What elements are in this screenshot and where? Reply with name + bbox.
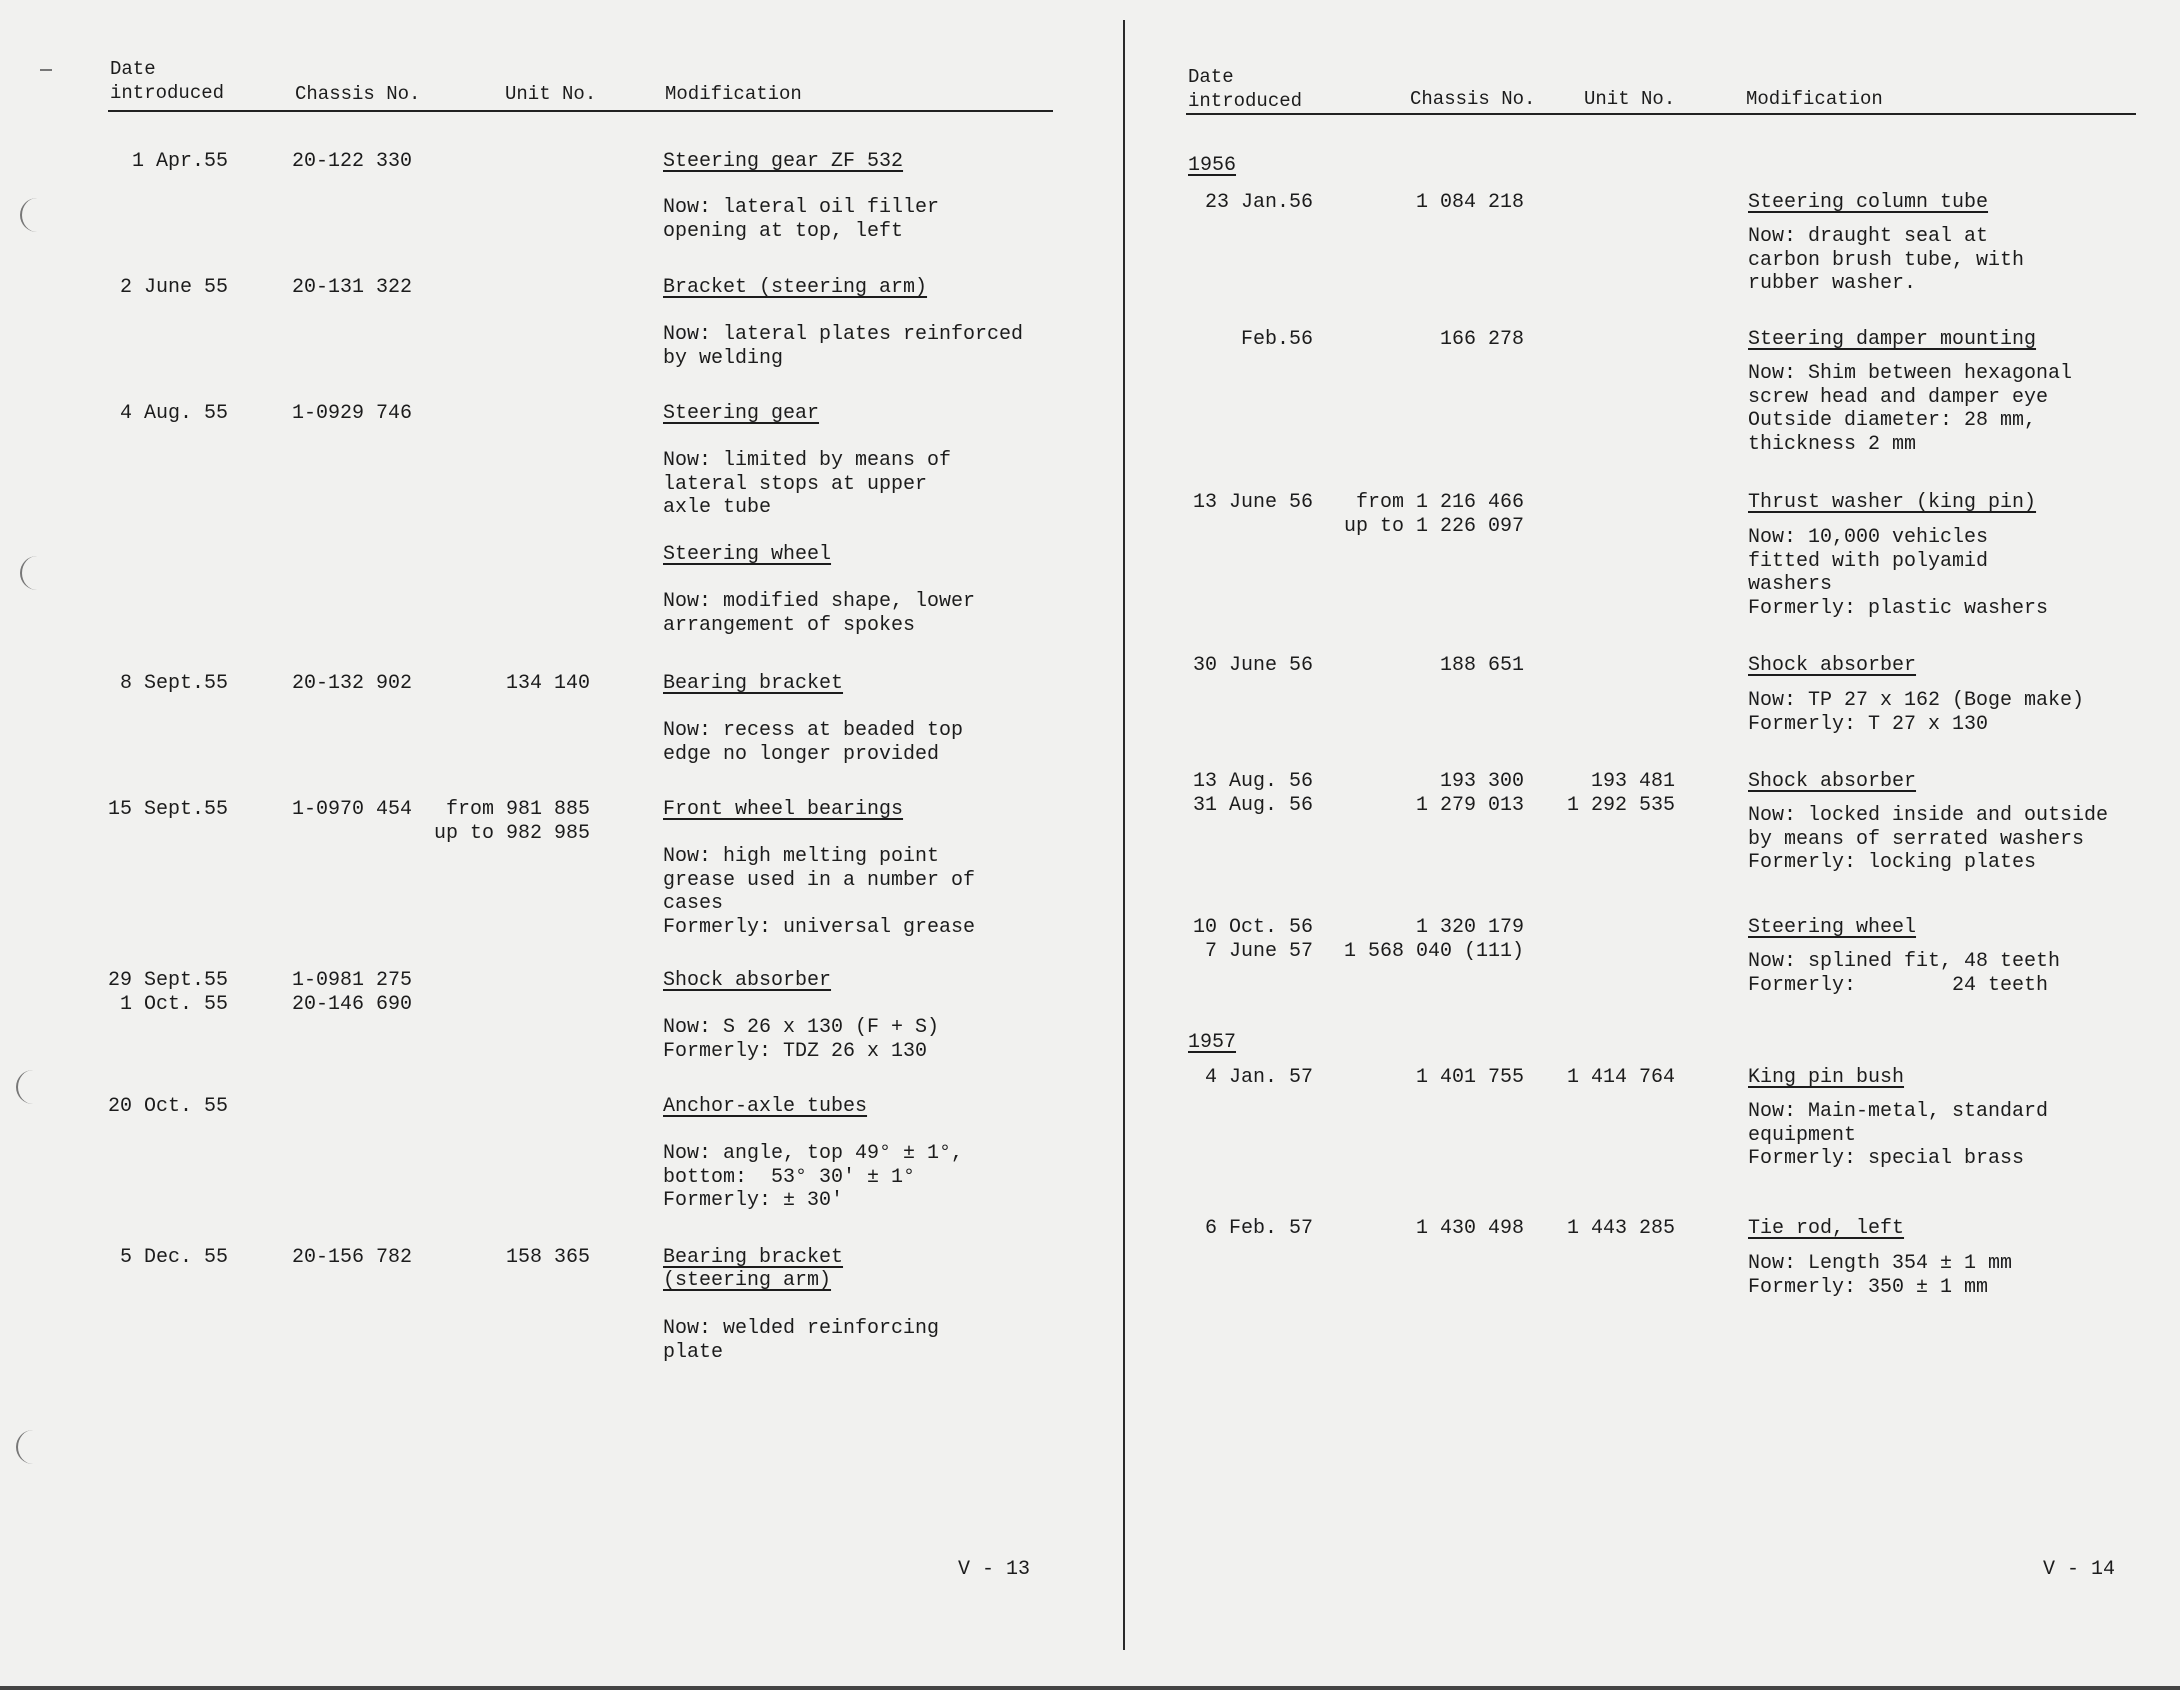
unit-number: 1 443 285	[1566, 1217, 1675, 1240]
date-introduced: 30 June 56	[1192, 654, 1313, 677]
unit-number: 193 481 1 292 535	[1566, 770, 1675, 817]
date-introduced: 4 Aug. 55	[119, 402, 228, 425]
modification-title: Bracket (steering arm)	[663, 276, 928, 299]
modification-title: Thrust washer (king pin)	[1748, 491, 2037, 514]
modification-description: Now: Shim between hexagonal screw head and damper eye Outside diameter: 28 mm, thickness 2 mm	[1748, 362, 2073, 456]
header-chassis: Chassis No.	[295, 83, 421, 105]
modification-title: Steering gear ZF 532	[663, 150, 904, 173]
chassis-number: 193 300 1 279 013	[1415, 770, 1524, 817]
modification-title: Tie rod, left	[1748, 1217, 1905, 1240]
modification-description: Now: lateral plates reinforced by welding	[663, 323, 1024, 370]
modification-title: Steering gear	[663, 402, 820, 425]
chassis-number: 1-0929 746	[292, 402, 413, 425]
chassis-number: 1 430 498	[1415, 1217, 1524, 1240]
header-unit: Unit No.	[505, 83, 597, 105]
header-date: Date introduced	[1188, 66, 1303, 112]
modification-description: Now: draught seal at carbon brush tube, with rubber washer.	[1748, 225, 2025, 295]
date-introduced: 20 Oct. 55	[107, 1095, 228, 1118]
modification-title: Bearing bracket	[663, 672, 844, 695]
year-heading: 1956	[1188, 154, 1237, 177]
date-introduced: 1 Apr.55	[131, 150, 228, 173]
header-modification: Modification	[665, 83, 802, 105]
date-introduced: 15 Sept.55	[107, 798, 228, 821]
modification-title: Bearing bracket (steering arm)	[663, 1246, 844, 1292]
modification-description: Now: locked inside and outside by means of serrated washers Formerly: locking plates	[1748, 804, 2109, 874]
modification-description: Now: welded reinforcing plate	[663, 1317, 940, 1364]
modification-description: Now: TP 27 x 162 (Boge make) Formerly: T 27 x 130	[1748, 689, 2085, 736]
chassis-number: 1 401 755	[1415, 1066, 1524, 1089]
modification-description: Now: S 26 x 130 (F + S) Formerly: TDZ 26 x 130	[663, 1016, 940, 1063]
modification-description: Now: recess at beaded top edge no longer provided	[663, 719, 964, 766]
chassis-number: 1 084 218	[1415, 191, 1524, 214]
unit-number: 158 365	[505, 1246, 590, 1269]
modification-title: Steering wheel	[1748, 916, 1917, 939]
modification-title: Shock absorber	[1748, 770, 1917, 793]
chassis-number: 20-132 902	[292, 672, 413, 695]
header-rule	[108, 110, 1053, 112]
date-introduced: 13 June 56	[1192, 491, 1313, 514]
modification-title: Shock absorber	[663, 969, 832, 992]
chassis-number: 20-156 782	[292, 1246, 413, 1269]
date-introduced: 2 June 55	[119, 276, 228, 299]
header-date: Date introduced	[110, 58, 225, 104]
modification-description: Now: splined fit, 48 teeth Formerly: 24 teeth	[1748, 950, 2061, 997]
modification-description: Now: lateral oil filler opening at top, left	[663, 196, 940, 243]
modification-title: Steering damper mounting	[1748, 328, 2037, 351]
year-heading: 1957	[1188, 1031, 1237, 1054]
chassis-number: 20-122 330	[292, 150, 413, 173]
modification-description: Now: Main-metal, standard equipment Formerly: special brass	[1748, 1100, 2049, 1170]
modification-description: Now: 10,000 vehicles fitted with polyamid washers Formerly: plastic washers	[1748, 526, 2049, 620]
chassis-number: 188 651	[1439, 654, 1524, 677]
date-introduced: 5 Dec. 55	[119, 1246, 228, 1269]
unit-number: 134 140	[505, 672, 590, 695]
modification-description: Now: modified shape, lower arrangement of spokes	[663, 590, 976, 637]
chassis-number: 1 320 179 1 568 040 (111)	[1343, 916, 1524, 963]
modification-title: Steering wheel	[663, 543, 832, 566]
page-number: V - 13	[958, 1558, 1031, 1581]
date-introduced: 4 Jan. 57	[1204, 1066, 1313, 1089]
modification-description: Now: Length 354 ± 1 mm Formerly: 350 ± 1 mm	[1748, 1252, 2013, 1299]
chassis-number: 166 278	[1439, 328, 1524, 351]
header-rule	[1186, 113, 2136, 115]
date-introduced: 10 Oct. 56 7 June 57	[1192, 916, 1313, 963]
header-modification: Modification	[1746, 88, 1883, 110]
unit-number: from 981 885 up to 982 985	[433, 798, 590, 845]
date-introduced: 29 Sept.55 1 Oct. 55	[107, 969, 228, 1016]
date-introduced: 23 Jan.56	[1204, 191, 1313, 214]
chassis-number: 1-0981 275 20-146 690	[292, 969, 413, 1016]
modification-title: Steering column tube	[1748, 191, 1989, 214]
modification-title: King pin bush	[1748, 1066, 1905, 1089]
chassis-number: 1-0970 454	[292, 798, 413, 821]
modification-description: Now: high melting point grease used in a number of cases Formerly: universal grease	[663, 845, 976, 939]
modification-title: Front wheel bearings	[663, 798, 904, 821]
unit-number: 1 414 764	[1566, 1066, 1675, 1089]
date-introduced: 6 Feb. 57	[1204, 1217, 1313, 1240]
modification-title: Shock absorber	[1748, 654, 1917, 677]
date-introduced: 8 Sept.55	[119, 672, 228, 695]
date-introduced: Feb.56	[1240, 328, 1313, 351]
header-chassis: Chassis No.	[1410, 88, 1536, 110]
chassis-number: 20-131 322	[292, 276, 413, 299]
page-divider	[1123, 20, 1125, 1650]
modification-description: Now: angle, top 49° ± 1°, bottom: 53° 30' ± 1° Formerly: ± 30'	[663, 1142, 964, 1212]
chassis-number: from 1 216 466 up to 1 226 097	[1343, 491, 1524, 538]
modification-title: Anchor-axle tubes	[663, 1095, 868, 1118]
date-introduced: 13 Aug. 56 31 Aug. 56	[1192, 770, 1313, 817]
modification-description: Now: limited by means of lateral stops at upper axle tube	[663, 449, 952, 519]
right-page	[1128, 0, 2180, 1690]
page-number: V - 14	[2043, 1558, 2116, 1581]
header-unit: Unit No.	[1584, 88, 1676, 110]
